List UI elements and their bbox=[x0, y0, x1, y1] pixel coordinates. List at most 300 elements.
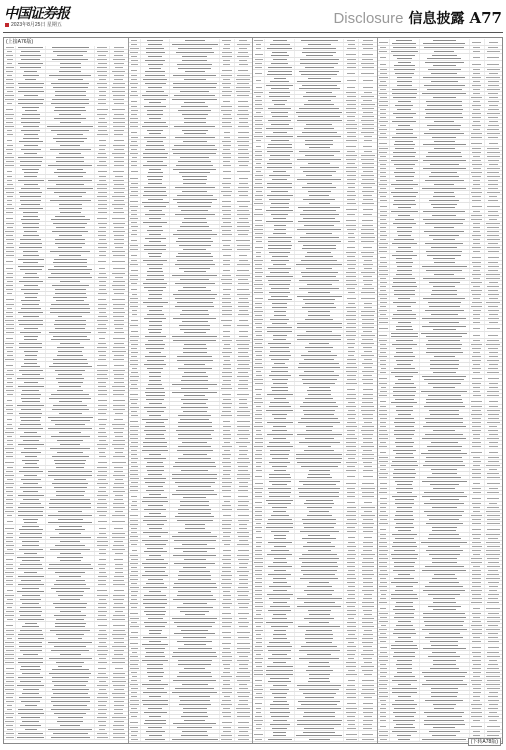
cell-text-mark bbox=[97, 320, 107, 321]
cell-text-mark bbox=[50, 549, 91, 550]
cell-text-mark bbox=[255, 175, 263, 176]
table-row bbox=[253, 206, 377, 213]
table-cell bbox=[16, 536, 46, 539]
cell-text-mark bbox=[112, 537, 125, 538]
table-cell bbox=[95, 331, 110, 334]
table-cell bbox=[95, 665, 110, 671]
cell-text-mark bbox=[144, 318, 166, 319]
cell-text-mark bbox=[131, 132, 137, 133]
cell-text-mark bbox=[303, 218, 334, 219]
table-cell bbox=[235, 675, 252, 678]
table-cell bbox=[16, 732, 46, 735]
table-cell bbox=[141, 738, 171, 741]
table-cell bbox=[129, 625, 141, 628]
cell-text-mark bbox=[20, 607, 41, 608]
cell-text-mark bbox=[144, 516, 166, 517]
table-cell bbox=[95, 385, 110, 388]
table-cell bbox=[235, 375, 252, 378]
cell-text-mark bbox=[181, 407, 208, 408]
table-cell bbox=[265, 279, 295, 282]
table-cell bbox=[253, 283, 265, 286]
table-cell bbox=[359, 43, 376, 46]
cell-text-mark bbox=[302, 85, 337, 86]
cell-text-mark bbox=[348, 233, 354, 234]
table-cell bbox=[141, 512, 171, 518]
cell-text-mark bbox=[130, 206, 138, 207]
table-cell bbox=[235, 379, 252, 382]
table-cell bbox=[253, 95, 265, 98]
cell-text-mark bbox=[178, 579, 210, 580]
table-cell bbox=[4, 254, 16, 257]
table-cell bbox=[16, 514, 46, 517]
cell-text-mark bbox=[222, 613, 231, 614]
table-cell bbox=[253, 213, 265, 216]
table-cell bbox=[4, 179, 16, 182]
cell-text-mark bbox=[146, 583, 165, 584]
table-cell bbox=[4, 532, 16, 535]
table-cell bbox=[295, 178, 344, 181]
table-cell bbox=[295, 565, 344, 568]
cell-text-mark bbox=[51, 130, 89, 131]
cell-text-mark bbox=[145, 739, 165, 740]
cell-text-mark bbox=[238, 430, 249, 431]
cell-text-mark bbox=[22, 223, 39, 224]
cell-text-mark bbox=[255, 59, 263, 60]
cell-text-mark bbox=[130, 325, 137, 326]
table-cell bbox=[344, 287, 359, 290]
table-cell bbox=[170, 621, 219, 624]
cell-text-mark bbox=[266, 128, 293, 129]
table-cell bbox=[129, 55, 141, 58]
table-cell bbox=[129, 182, 141, 185]
cell-text-mark bbox=[97, 370, 108, 371]
cell-text-mark bbox=[363, 171, 373, 172]
cell-text-mark bbox=[114, 483, 125, 484]
cell-text-mark bbox=[223, 648, 230, 649]
table-cell bbox=[344, 386, 359, 392]
cell-text-mark bbox=[143, 260, 167, 261]
cell-text-mark bbox=[50, 149, 91, 150]
table-cell bbox=[265, 322, 295, 325]
cell-text-mark bbox=[130, 118, 138, 119]
table-cell bbox=[265, 338, 295, 341]
table-cell bbox=[344, 310, 359, 313]
table-cell bbox=[170, 94, 219, 97]
table-cell bbox=[220, 175, 235, 181]
table-cell bbox=[359, 346, 376, 349]
table-cell bbox=[110, 412, 127, 415]
cell-text-mark bbox=[21, 409, 41, 410]
table-cell bbox=[220, 309, 235, 312]
cell-text-mark bbox=[222, 384, 231, 385]
cell-text-mark bbox=[238, 595, 248, 596]
table-cell bbox=[95, 296, 110, 302]
cell-text-mark bbox=[361, 241, 374, 242]
table-cell bbox=[129, 433, 141, 436]
cell-text-mark bbox=[18, 103, 43, 104]
table-cell bbox=[235, 519, 252, 522]
table-cell bbox=[344, 228, 359, 231]
table-cell bbox=[253, 322, 265, 325]
table-cell bbox=[16, 381, 46, 384]
table-cell bbox=[141, 59, 171, 62]
cell-text-mark bbox=[178, 509, 210, 510]
cell-text-mark bbox=[22, 673, 40, 674]
table-cell bbox=[265, 43, 295, 46]
table-cell bbox=[110, 66, 127, 69]
cell-text-mark bbox=[98, 713, 106, 714]
cell-text-mark bbox=[302, 538, 336, 539]
table-cell bbox=[220, 695, 235, 698]
table-cell bbox=[170, 711, 219, 714]
table-cell bbox=[344, 119, 359, 122]
table-cell bbox=[295, 457, 344, 460]
table-cell bbox=[265, 206, 295, 212]
table-cell bbox=[129, 691, 141, 694]
table-cell bbox=[46, 486, 95, 489]
cell-text-mark bbox=[347, 48, 356, 49]
table-cell bbox=[235, 148, 252, 151]
cell-text-mark bbox=[113, 503, 124, 504]
cell-text-mark bbox=[7, 436, 12, 437]
table-cell bbox=[95, 230, 110, 233]
cell-text-mark bbox=[254, 203, 263, 204]
table-cell bbox=[359, 526, 376, 529]
table-cell bbox=[129, 582, 141, 585]
cell-text-mark bbox=[256, 410, 262, 411]
table-cell bbox=[129, 543, 141, 546]
cell-text-mark bbox=[307, 477, 332, 478]
table-cell bbox=[95, 451, 110, 454]
cell-text-mark bbox=[145, 83, 166, 84]
cell-text-mark bbox=[172, 494, 217, 495]
table-cell bbox=[141, 586, 171, 589]
table-cell bbox=[110, 502, 127, 505]
table-cell bbox=[95, 54, 110, 57]
table-cell bbox=[16, 482, 46, 485]
cell-text-mark bbox=[223, 101, 230, 102]
table-cell bbox=[220, 109, 235, 112]
cell-text-mark bbox=[238, 306, 249, 307]
cell-text-mark bbox=[181, 106, 208, 107]
cell-text-mark bbox=[299, 442, 340, 443]
cell-text-mark bbox=[176, 241, 213, 242]
cell-text-mark bbox=[99, 533, 106, 534]
table-cell bbox=[46, 315, 95, 318]
cell-text-mark bbox=[25, 463, 37, 464]
table-cell bbox=[129, 351, 141, 354]
table-cell bbox=[141, 691, 171, 694]
cell-text-mark bbox=[19, 529, 43, 530]
table-cell bbox=[141, 433, 171, 436]
cell-text-mark bbox=[299, 71, 339, 72]
cell-text-mark bbox=[177, 595, 213, 596]
table-cell bbox=[16, 265, 46, 271]
table-cell bbox=[344, 417, 359, 420]
cell-text-mark bbox=[99, 599, 106, 600]
cell-text-mark bbox=[223, 536, 230, 537]
cell-text-mark bbox=[223, 607, 230, 608]
cell-text-mark bbox=[178, 253, 211, 254]
cell-text-mark bbox=[305, 144, 333, 145]
cell-text-mark bbox=[53, 262, 86, 263]
cell-text-mark bbox=[56, 161, 84, 162]
table-cell bbox=[141, 445, 171, 448]
cell-text-mark bbox=[347, 96, 356, 97]
table-cell bbox=[220, 213, 235, 216]
cell-text-mark bbox=[363, 187, 372, 188]
cell-text-mark bbox=[223, 515, 231, 516]
table-cell bbox=[344, 186, 359, 189]
cell-text-mark bbox=[48, 277, 92, 278]
table-cell bbox=[95, 567, 110, 570]
table-cell bbox=[95, 732, 110, 735]
cell-text-mark bbox=[361, 120, 374, 121]
table-cell bbox=[344, 342, 359, 345]
cell-text-mark bbox=[130, 603, 138, 604]
table-cell bbox=[220, 410, 235, 413]
cell-text-mark bbox=[51, 436, 90, 437]
cell-text-mark bbox=[145, 356, 166, 357]
cell-text-mark bbox=[239, 40, 247, 41]
table-cell bbox=[141, 379, 171, 382]
cell-text-mark bbox=[270, 272, 289, 273]
table-column-group bbox=[253, 38, 378, 743]
table-cell bbox=[220, 402, 235, 405]
cell-text-mark bbox=[255, 492, 262, 493]
cell-text-mark bbox=[268, 488, 291, 489]
table-cell bbox=[265, 314, 295, 317]
cell-text-mark bbox=[222, 95, 231, 96]
table-cell bbox=[141, 252, 171, 258]
table-cell bbox=[295, 131, 344, 134]
table-cell bbox=[141, 78, 171, 81]
table-cell bbox=[129, 367, 141, 370]
cell-text-mark bbox=[6, 289, 13, 290]
cell-text-mark bbox=[143, 302, 168, 303]
cell-text-mark bbox=[58, 176, 83, 177]
cell-text-mark bbox=[272, 307, 287, 308]
table-cell bbox=[235, 301, 252, 304]
cell-text-mark bbox=[130, 264, 138, 265]
cell-text-mark bbox=[256, 171, 262, 172]
cell-text-mark bbox=[223, 336, 230, 337]
table-row bbox=[129, 237, 253, 244]
cell-text-mark bbox=[239, 178, 248, 179]
cell-text-mark bbox=[7, 440, 13, 441]
cell-text-mark bbox=[113, 180, 124, 181]
cell-text-mark bbox=[21, 398, 40, 399]
table-cell bbox=[253, 510, 265, 513]
cell-text-mark bbox=[6, 83, 14, 84]
table-cell bbox=[129, 379, 141, 382]
table-cell bbox=[129, 699, 141, 702]
cell-text-mark bbox=[266, 500, 293, 501]
table-cell bbox=[235, 437, 252, 440]
table-cell bbox=[46, 720, 95, 723]
cell-text-mark bbox=[131, 692, 137, 693]
table-cell bbox=[110, 653, 127, 656]
cell-text-mark bbox=[112, 658, 125, 659]
cell-text-mark bbox=[347, 359, 356, 360]
cell-text-mark bbox=[271, 203, 289, 204]
table-cell bbox=[4, 369, 16, 372]
table-cell bbox=[220, 691, 235, 694]
table-cell bbox=[4, 536, 16, 539]
table-cell bbox=[4, 556, 16, 562]
cell-text-mark bbox=[304, 414, 334, 415]
table-cell bbox=[265, 213, 295, 216]
cell-text-mark bbox=[173, 587, 217, 588]
cell-text-mark bbox=[306, 175, 332, 176]
table-cell bbox=[129, 335, 141, 338]
cell-text-mark bbox=[23, 216, 38, 217]
cell-text-mark bbox=[19, 646, 42, 647]
cell-text-mark bbox=[346, 446, 356, 447]
cell-text-mark bbox=[308, 163, 330, 164]
cell-text-mark bbox=[114, 705, 124, 706]
table-cell bbox=[129, 164, 141, 167]
table-cell bbox=[110, 50, 127, 53]
table-cell bbox=[170, 248, 219, 251]
table-cell bbox=[4, 280, 16, 283]
table-cell bbox=[220, 371, 235, 374]
table-cell bbox=[359, 47, 376, 50]
table-cell bbox=[253, 66, 265, 69]
cell-text-mark bbox=[18, 428, 43, 429]
table-cell bbox=[46, 455, 95, 458]
table-cell bbox=[359, 158, 376, 161]
table-cell bbox=[170, 671, 219, 674]
table-cell bbox=[46, 284, 95, 287]
table-cell bbox=[295, 228, 344, 231]
cell-text-mark bbox=[57, 721, 83, 722]
cell-text-mark bbox=[22, 541, 39, 542]
cell-text-mark bbox=[6, 192, 14, 193]
cell-text-mark bbox=[272, 458, 288, 459]
cell-text-mark bbox=[364, 303, 372, 304]
cell-text-mark bbox=[348, 351, 355, 352]
cell-text-mark bbox=[130, 340, 139, 341]
table-cell bbox=[46, 276, 95, 279]
table-cell bbox=[170, 63, 219, 66]
table-cell bbox=[110, 736, 127, 739]
table-cell bbox=[141, 244, 171, 247]
table-cell bbox=[359, 70, 376, 76]
cell-text-mark bbox=[308, 292, 330, 293]
table-cell bbox=[95, 672, 110, 675]
cell-text-mark bbox=[99, 227, 106, 228]
table-cell bbox=[16, 358, 46, 361]
table-cell bbox=[344, 491, 359, 494]
table-row bbox=[129, 493, 253, 500]
table-cell bbox=[220, 282, 235, 285]
table-cell bbox=[4, 579, 16, 582]
cell-text-mark bbox=[308, 535, 330, 536]
cell-text-mark bbox=[149, 256, 161, 257]
cell-text-mark bbox=[221, 704, 232, 705]
cell-text-mark bbox=[346, 171, 356, 172]
table-cell bbox=[129, 375, 141, 378]
cell-text-mark bbox=[305, 438, 334, 439]
cell-text-mark bbox=[114, 130, 124, 131]
table-cell bbox=[265, 421, 295, 424]
table-cell bbox=[46, 203, 95, 206]
table-cell bbox=[4, 335, 16, 341]
cell-text-mark bbox=[59, 533, 81, 534]
cell-text-mark bbox=[362, 323, 374, 324]
cell-text-mark bbox=[5, 642, 13, 643]
cell-text-mark bbox=[113, 673, 125, 674]
cell-text-mark bbox=[222, 52, 232, 53]
cell-text-mark bbox=[131, 110, 138, 111]
table-cell bbox=[46, 645, 95, 648]
cell-text-mark bbox=[221, 279, 232, 280]
table-cell bbox=[220, 465, 235, 468]
cell-text-mark bbox=[346, 438, 357, 439]
cell-text-mark bbox=[144, 509, 167, 510]
table-cell bbox=[95, 653, 110, 656]
table-cell bbox=[170, 461, 219, 464]
table-cell bbox=[141, 355, 171, 358]
table-cell bbox=[220, 286, 235, 292]
table-cell bbox=[129, 278, 141, 281]
cell-text-mark bbox=[52, 47, 89, 48]
table-cell bbox=[46, 144, 95, 147]
table-cell bbox=[235, 343, 252, 346]
cell-text-mark bbox=[59, 526, 82, 527]
cell-text-mark bbox=[347, 120, 355, 121]
cell-text-mark bbox=[185, 528, 205, 529]
cell-text-mark bbox=[224, 344, 230, 345]
cell-text-mark bbox=[97, 467, 107, 468]
cell-text-mark bbox=[24, 448, 37, 449]
table-cell bbox=[4, 377, 16, 380]
table-cell bbox=[129, 715, 141, 718]
table-cell bbox=[16, 532, 46, 535]
cell-text-mark bbox=[301, 74, 337, 75]
cell-text-mark bbox=[239, 403, 247, 404]
cell-text-mark bbox=[173, 294, 217, 295]
cell-text-mark bbox=[172, 149, 217, 150]
cell-text-mark bbox=[7, 599, 13, 600]
cell-text-mark bbox=[178, 161, 211, 162]
cell-text-mark bbox=[268, 108, 291, 109]
table-cell bbox=[110, 62, 127, 65]
table-cell bbox=[129, 414, 141, 417]
cell-text-mark bbox=[272, 430, 287, 431]
cell-text-mark bbox=[308, 100, 331, 101]
table-cell bbox=[253, 573, 265, 576]
table-cell bbox=[129, 667, 141, 670]
table-cell bbox=[220, 63, 235, 66]
cell-text-mark bbox=[256, 252, 261, 253]
cell-text-mark bbox=[149, 321, 162, 322]
table-cell bbox=[295, 43, 344, 46]
cell-text-mark bbox=[51, 588, 90, 589]
cell-text-mark bbox=[346, 140, 357, 141]
table-cell bbox=[295, 267, 344, 270]
cell-text-mark bbox=[347, 363, 356, 364]
table-cell bbox=[16, 303, 46, 306]
cell-text-mark bbox=[271, 214, 288, 215]
table-cell bbox=[4, 90, 16, 93]
cell-text-mark bbox=[98, 171, 107, 172]
table-cell bbox=[129, 547, 141, 553]
table-cell bbox=[265, 194, 295, 197]
table-cell bbox=[129, 598, 141, 601]
cell-text-mark bbox=[347, 379, 356, 380]
